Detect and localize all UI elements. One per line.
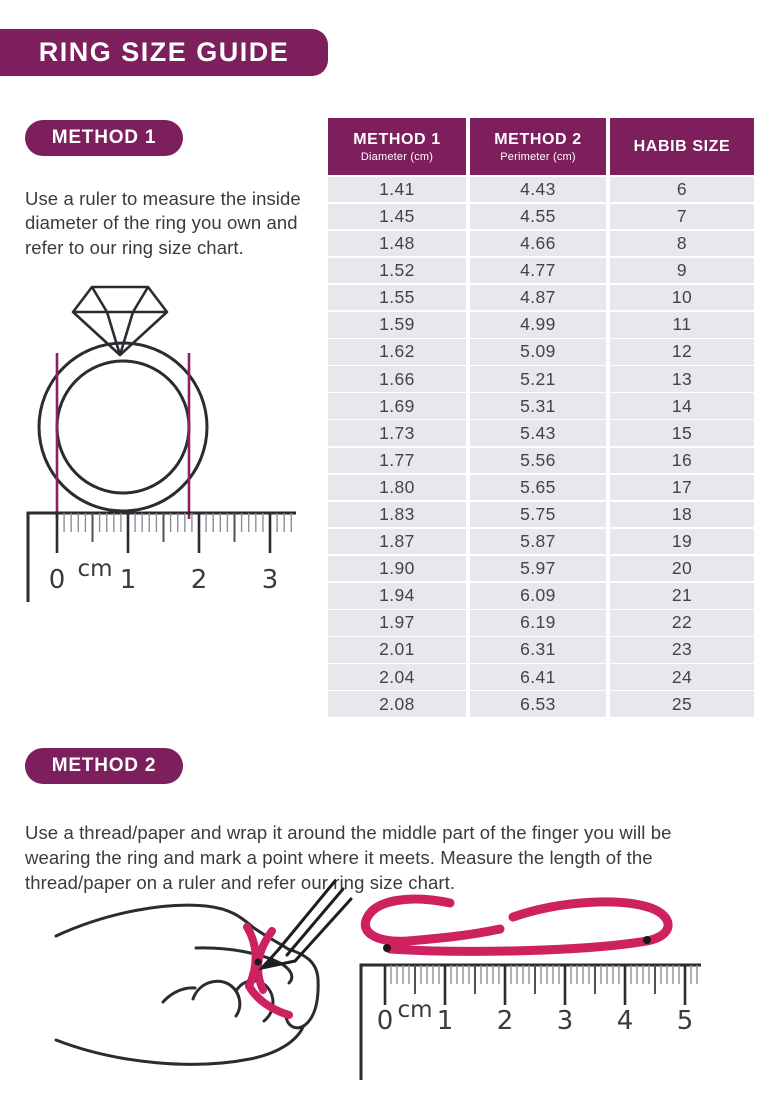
- column-title: METHOD 2: [494, 130, 582, 148]
- table-cell: 15: [610, 420, 754, 446]
- table-cell: 5.43: [470, 420, 606, 446]
- method1-badge: [25, 120, 183, 156]
- table-row: [328, 231, 754, 257]
- table-row: [328, 204, 754, 230]
- table-cell: 7: [610, 204, 754, 230]
- table-row: [328, 312, 754, 338]
- svg-text:3: 3: [261, 565, 279, 595]
- column-subtitle: Perimeter (cm): [500, 150, 576, 163]
- table-cell: 4.55: [470, 204, 606, 230]
- table-header-method1: [328, 118, 466, 175]
- ring-size-table: [328, 118, 754, 717]
- table-cell: 1.69: [328, 393, 466, 419]
- table-cell: 2.08: [328, 691, 466, 717]
- table-cell: 5.97: [470, 556, 606, 582]
- table-cell: 5.87: [470, 529, 606, 555]
- table-row: [328, 366, 754, 392]
- page-title-banner: [0, 29, 328, 76]
- table-cell: 6: [610, 177, 754, 203]
- ring-ruler-illustration: [15, 272, 305, 607]
- table-header-habib-size: [610, 118, 754, 175]
- table-cell: 16: [610, 448, 754, 474]
- table-row: [328, 475, 754, 501]
- thread-on-finger: [247, 927, 289, 1015]
- svg-text:2: 2: [190, 565, 208, 595]
- table-row: [328, 610, 754, 636]
- column-title: HABIB SIZE: [633, 137, 731, 155]
- mark-point-dot: [383, 944, 391, 952]
- svg-text:0: 0: [376, 1006, 394, 1036]
- table-cell: 1.73: [328, 420, 466, 446]
- table-cell: 5.75: [470, 502, 606, 528]
- table-cell: 6.31: [470, 637, 606, 663]
- svg-text:3: 3: [556, 1006, 574, 1036]
- page-title: RING SIZE GUIDE: [38, 37, 290, 67]
- thread-straightened: [365, 899, 668, 952]
- table-cell: 1.77: [328, 448, 466, 474]
- table-cell: 23: [610, 637, 754, 663]
- table-cell: 1.83: [328, 502, 466, 528]
- table-cell: 5.21: [470, 366, 606, 392]
- table-cell: 1.97: [328, 610, 466, 636]
- table-row: [328, 420, 754, 446]
- method2-badge-label: METHOD 2: [51, 755, 157, 776]
- svg-text:cm: cm: [397, 997, 433, 1023]
- table-cell: 6.09: [470, 583, 606, 609]
- ruler-method1: [27, 512, 296, 603]
- table-cell: 22: [610, 610, 754, 636]
- table-cell: 5.31: [470, 393, 606, 419]
- table-row: [328, 637, 754, 663]
- table-row: [328, 448, 754, 474]
- table-row: [328, 583, 754, 609]
- thread-ruler-illustration: [350, 888, 710, 1086]
- table-cell: 18: [610, 502, 754, 528]
- svg-text:1: 1: [119, 565, 137, 595]
- table-cell: 8: [610, 231, 754, 257]
- table-cell: 4.77: [470, 258, 606, 284]
- table-cell: 1.94: [328, 583, 466, 609]
- table-cell: 4.99: [470, 312, 606, 338]
- table-cell: 2.01: [328, 637, 466, 663]
- mark-point-dot: [643, 936, 651, 944]
- table-cell: 4.43: [470, 177, 606, 203]
- table-cell: 1.45: [328, 204, 466, 230]
- table-row: [328, 691, 754, 717]
- method2-badge: [25, 748, 183, 784]
- table-cell: 1.52: [328, 258, 466, 284]
- svg-text:2: 2: [496, 1006, 514, 1036]
- table-cell: 2.04: [328, 664, 466, 690]
- table-cell: 24: [610, 664, 754, 690]
- column-subtitle: Diameter (cm): [360, 150, 434, 163]
- table-row: [328, 177, 754, 203]
- table-cell: 6.19: [470, 610, 606, 636]
- table-row: [328, 502, 754, 528]
- table-cell: 1.55: [328, 285, 466, 311]
- table-cell: 5.09: [470, 339, 606, 365]
- table-cell: 21: [610, 583, 754, 609]
- table-cell: 1.59: [328, 312, 466, 338]
- table-cell: 12: [610, 339, 754, 365]
- method2-description: Use a thread/paper and wrap it around the middle part of the finger you will be wearing the ring and mark a point where it meets. Measure the length of the thread/paper on a ruler and refer our ring size chart.: [25, 821, 672, 893]
- diamond-ring-drawing: [39, 287, 207, 511]
- table-row: [328, 258, 754, 284]
- svg-text:5: 5: [676, 1006, 694, 1036]
- table-cell: 11: [610, 312, 754, 338]
- table-row: [328, 339, 754, 365]
- table-cell: 17: [610, 475, 754, 501]
- table-cell: 10: [610, 285, 754, 311]
- method1-badge-label: METHOD 1: [51, 127, 157, 148]
- svg-text:1: 1: [436, 1006, 454, 1036]
- table-cell: 14: [610, 393, 754, 419]
- table-cell: 6.41: [470, 664, 606, 690]
- ruler-method2: [360, 964, 701, 1081]
- table-row: [328, 556, 754, 582]
- pen: [262, 881, 351, 968]
- svg-text:0: 0: [48, 565, 66, 595]
- size-chart-body: [328, 177, 754, 717]
- table-cell: 19: [610, 529, 754, 555]
- table-cell: 1.87: [328, 529, 466, 555]
- mark-point-dot: [254, 958, 261, 965]
- table-cell: 25: [610, 691, 754, 717]
- table-cell: 4.66: [470, 231, 606, 257]
- table-row: [328, 393, 754, 419]
- table-cell: 6.53: [470, 691, 606, 717]
- table-row: [328, 664, 754, 690]
- table-cell: 1.62: [328, 339, 466, 365]
- svg-text:cm: cm: [77, 556, 113, 582]
- table-cell: 5.65: [470, 475, 606, 501]
- table-cell: 1.66: [328, 366, 466, 392]
- table-cell: 4.87: [470, 285, 606, 311]
- column-title: METHOD 1: [353, 130, 441, 148]
- hand-thread-illustration: [48, 878, 358, 1073]
- table-row: [328, 529, 754, 555]
- table-cell: 1.90: [328, 556, 466, 582]
- table-cell: 1.41: [328, 177, 466, 203]
- table-cell: 9: [610, 258, 754, 284]
- table-row: [328, 285, 754, 311]
- table-cell: 13: [610, 366, 754, 392]
- table-header-row: [328, 118, 754, 175]
- hand-outline: [56, 905, 318, 1064]
- table-cell: 5.56: [470, 448, 606, 474]
- table-header-method2: [470, 118, 606, 175]
- table-cell: 1.80: [328, 475, 466, 501]
- method1-description: Use a ruler to measure the inside diameter of the ring you own and refer to our ring size chart.: [25, 187, 301, 258]
- table-cell: 1.48: [328, 231, 466, 257]
- table-cell: 20: [610, 556, 754, 582]
- svg-text:4: 4: [616, 1006, 634, 1036]
